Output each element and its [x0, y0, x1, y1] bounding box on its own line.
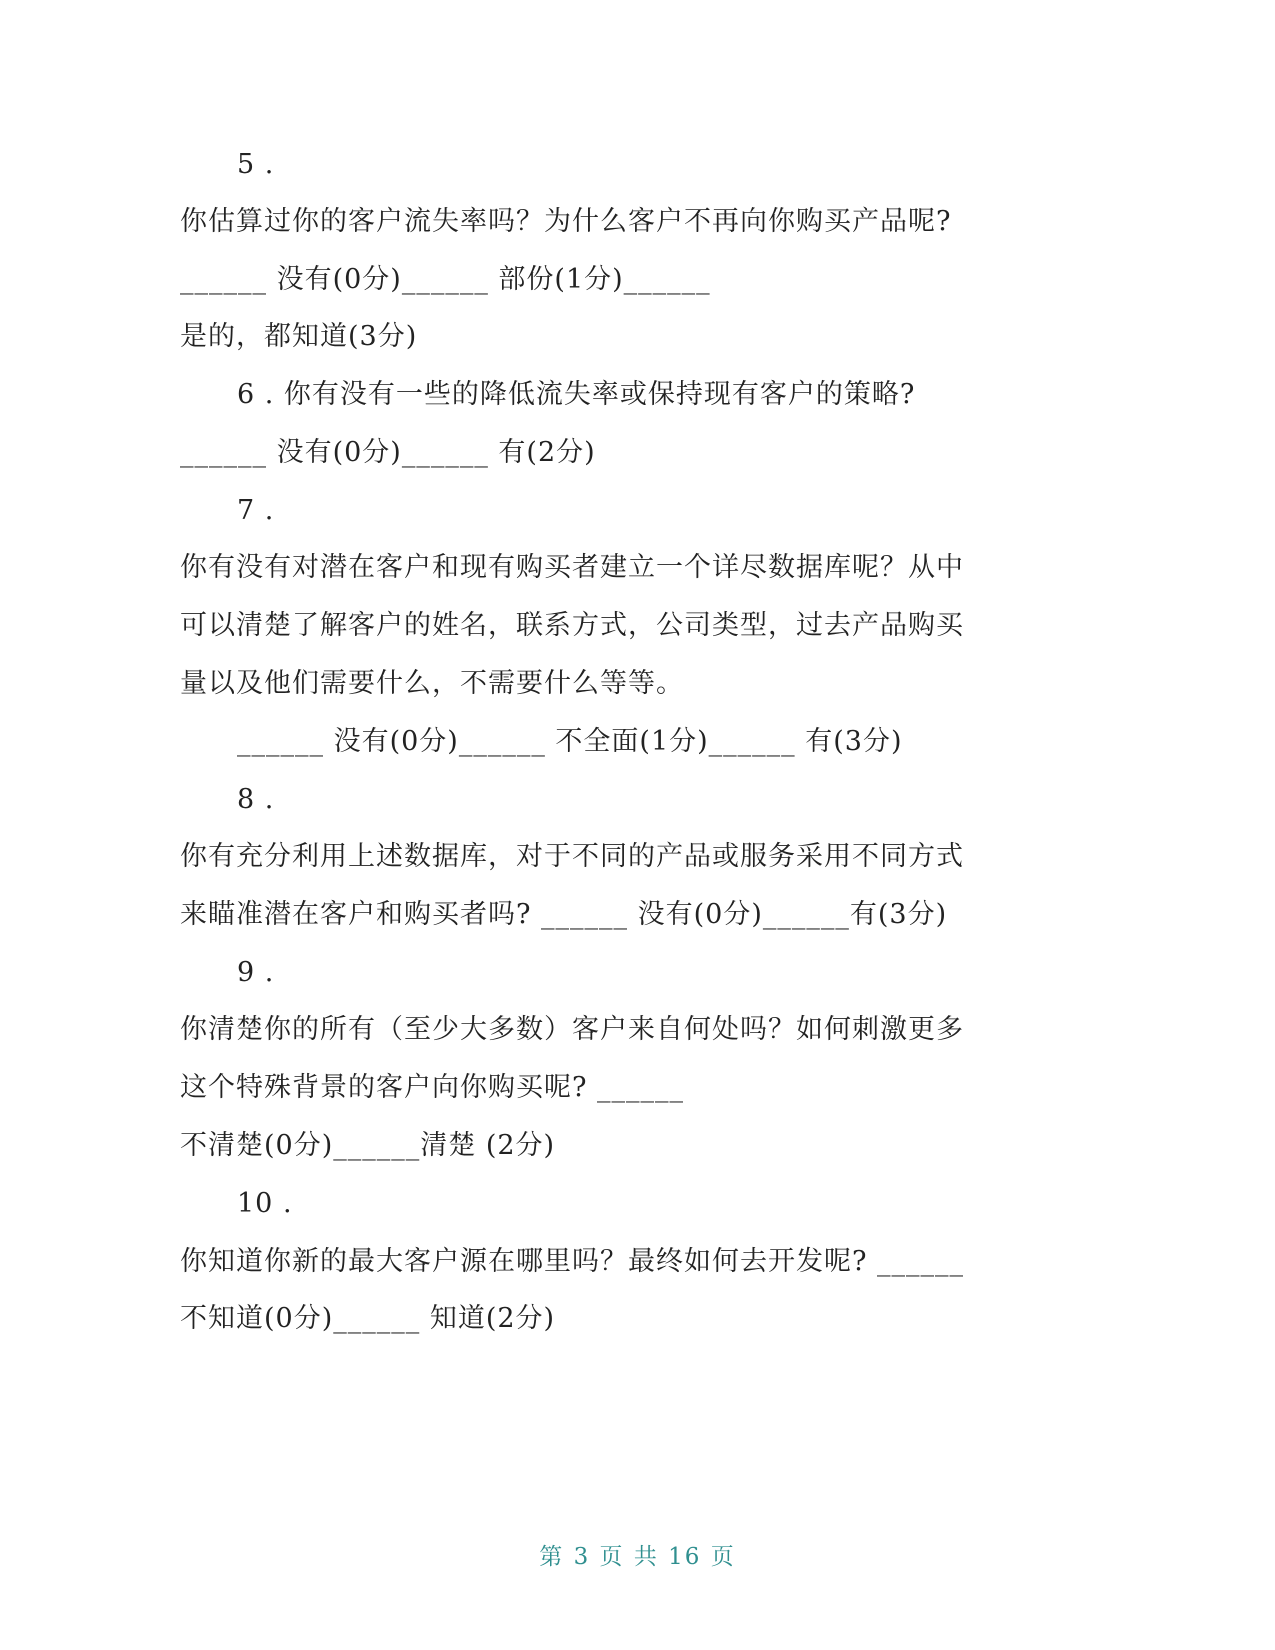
question-5-text: 你估算过你的客户流失率吗？为什么客户不再向你购买产品呢? [180, 206, 952, 237]
question-10-text: 你知道你新的最大客户源在哪里吗？最终如何去开发呢? ______ [180, 1246, 965, 1277]
question-5-number: 5 . [237, 149, 275, 180]
question-5-options: ______ 没有(0分)______ 部份(1分)______ [180, 264, 711, 295]
question-9-number: 9 . [237, 957, 275, 988]
page-number-footer: 第 3 页 共 16 页 [539, 1544, 736, 1570]
question-6-text: 6 . 你有没有一些的降低流失率或保持现有客户的策略? [237, 379, 916, 410]
question-9-text-2: 这个特殊背景的客户向你购买呢? ______ [180, 1072, 685, 1103]
question-6-options: ______ 没有(0分)______ 有(2分) [180, 437, 596, 468]
question-7-text-1: 你有没有对潜在客户和现有购买者建立一个详尽数据库呢？从中 [180, 552, 964, 583]
question-7-options: ______ 没有(0分)______ 不全面(1分)______ 有(3分) [237, 726, 903, 757]
question-7-text-2: 可以清楚了解客户的姓名，联系方式，公司类型，过去产品购买 [180, 610, 964, 641]
question-8-text-2: 来瞄准潜在客户和购买者吗? ______ 没有(0分)______有(3分) [180, 899, 948, 930]
question-10-options: 不知道(0分)______ 知道(2分) [180, 1303, 556, 1334]
question-5-options-cont: 是的，都知道(3分) [180, 321, 418, 352]
question-8-text-1: 你有充分利用上述数据库，对于不同的产品或服务采用不同方式 [180, 841, 964, 872]
question-7-text-3: 量以及他们需要什么，不需要什么等等。 [180, 668, 684, 699]
question-7-number: 7 . [237, 495, 275, 526]
question-9-options: 不清楚(0分)______清楚 (2分) [180, 1130, 556, 1161]
question-9-text-1: 你清楚你的所有（至少大多数）客户来自何处吗？如何刺激更多 [180, 1014, 964, 1045]
question-8-number: 8 . [237, 784, 275, 815]
question-10-number: 10 . [237, 1188, 293, 1219]
